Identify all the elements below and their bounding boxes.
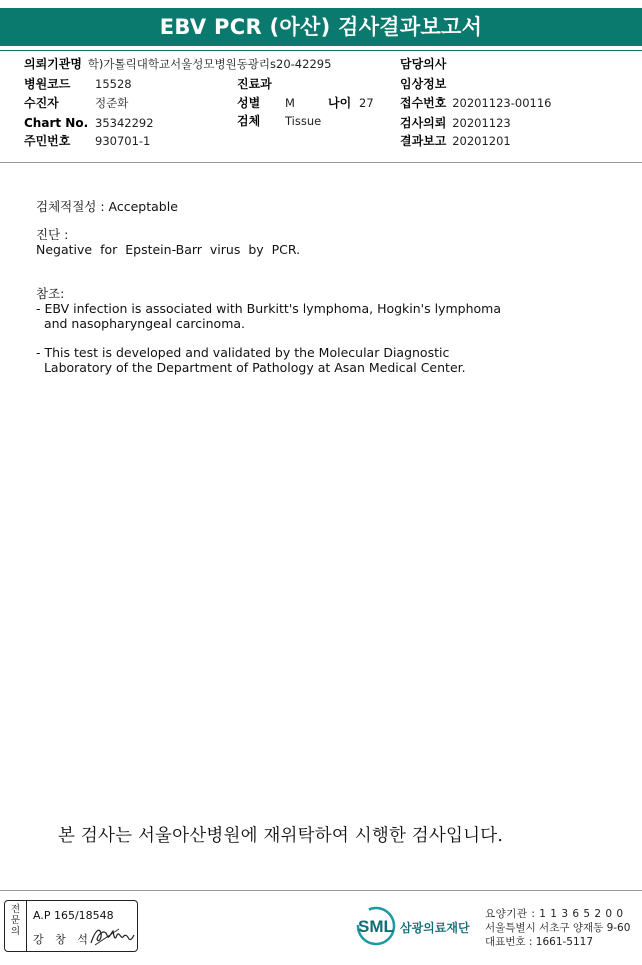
age-field — [328, 96, 374, 110]
sex-value: M — [285, 96, 295, 110]
physician-field — [400, 57, 446, 71]
lab-logo — [356, 906, 482, 946]
note-label: 참조: — [36, 286, 65, 301]
specimen-adequacy: 검체적절성 : Acceptable — [36, 199, 178, 214]
chart-no-value: 35342292 — [95, 116, 154, 130]
report-date-label: 결과보고 — [400, 134, 447, 148]
resident-no-field — [24, 134, 151, 148]
sml-logo-icon — [356, 906, 398, 946]
patient-value: 정준화 — [95, 96, 129, 110]
clinical-info-label: 임상정보 — [400, 77, 447, 91]
report-date-field — [400, 134, 511, 148]
specimen-label: 검체 — [237, 114, 261, 128]
pathologist-signature-box — [4, 900, 138, 952]
diagnosis-text: Negative for Epstein-Barr virus by PCR. — [36, 242, 301, 257]
physician-label: 담당의사 — [400, 57, 447, 71]
report-title: EBV PCR (아산) 검사결과보고서 — [0, 8, 642, 46]
age-value: 27 — [359, 96, 374, 110]
note-item: - EBV infection is associated with Burkitt's lymphoma, Hogkin's lymphoma and nasopharyngeal carcinoma. — [36, 301, 501, 331]
receipt-no-field — [400, 96, 551, 110]
doctor-name: 강 창 석 — [33, 933, 92, 946]
specimen-field — [237, 114, 322, 128]
department-field — [237, 77, 272, 91]
department-label: 진료과 — [237, 77, 272, 91]
receipt-no-value: 20201123-00116 — [452, 96, 552, 110]
patient-field — [24, 96, 129, 110]
lab-phone: 대표번호 : 1661-5117 — [485, 936, 594, 948]
age-label: 나이 — [328, 96, 352, 110]
request-date-field — [400, 116, 511, 130]
lab-logo-text: SML — [358, 917, 394, 936]
request-date-value: 20201123 — [452, 116, 511, 130]
signature-icon — [89, 925, 135, 947]
institution-value: 학)가톨릭대학교서울성모병원 — [87, 57, 237, 71]
resident-no-value: 930701-1 — [95, 134, 151, 148]
diagnosis-label: 진단 : — [36, 227, 69, 242]
chart-no-label: Chart No. — [24, 116, 89, 130]
receipt-no-label: 접수번호 — [400, 96, 447, 110]
sex-field — [237, 96, 295, 110]
chart-no-field — [24, 116, 154, 130]
institution-label: 의뢰기관명 — [24, 57, 82, 71]
clinical-info-field — [400, 77, 446, 91]
institution-field — [24, 57, 331, 71]
pathology-code: A.P 165/18548 — [33, 909, 114, 922]
specialist-tag: 전 문 의 — [5, 901, 27, 951]
hospital-code-label: 병원코드 — [24, 77, 71, 91]
hospital-code-value: 15528 — [95, 77, 132, 91]
request-date-label: 검사의뢰 — [400, 116, 447, 130]
footer-divider — [0, 890, 642, 891]
hospital-code-field — [24, 77, 132, 91]
sex-label: 성별 — [237, 96, 261, 110]
note-item: - This test is developed and validated by the Molecular Diagnostic Laboratory of the Department of Pathology at Asan Medical Center. — [36, 345, 466, 375]
lab-code: 요양기관 : 1 1 3 6 5 2 0 0 — [485, 908, 624, 920]
lab-name: 삼광의료재단 — [400, 921, 470, 935]
header-divider — [0, 50, 642, 51]
patient-label: 수진자 — [24, 96, 59, 110]
header-separator — [0, 162, 642, 163]
lab-address: 서울특별시 서초구 양재동 9-60 — [485, 922, 631, 934]
specimen-value: Tissue — [285, 114, 322, 128]
ward-value: 동광리s20-42295 — [236, 57, 332, 71]
outsource-notice: 본 검사는 서울아산병원에 재위탁하여 시행한 검사입니다. — [58, 826, 504, 846]
resident-no-label: 주민번호 — [24, 134, 71, 148]
report-date-value: 20201201 — [452, 134, 511, 148]
